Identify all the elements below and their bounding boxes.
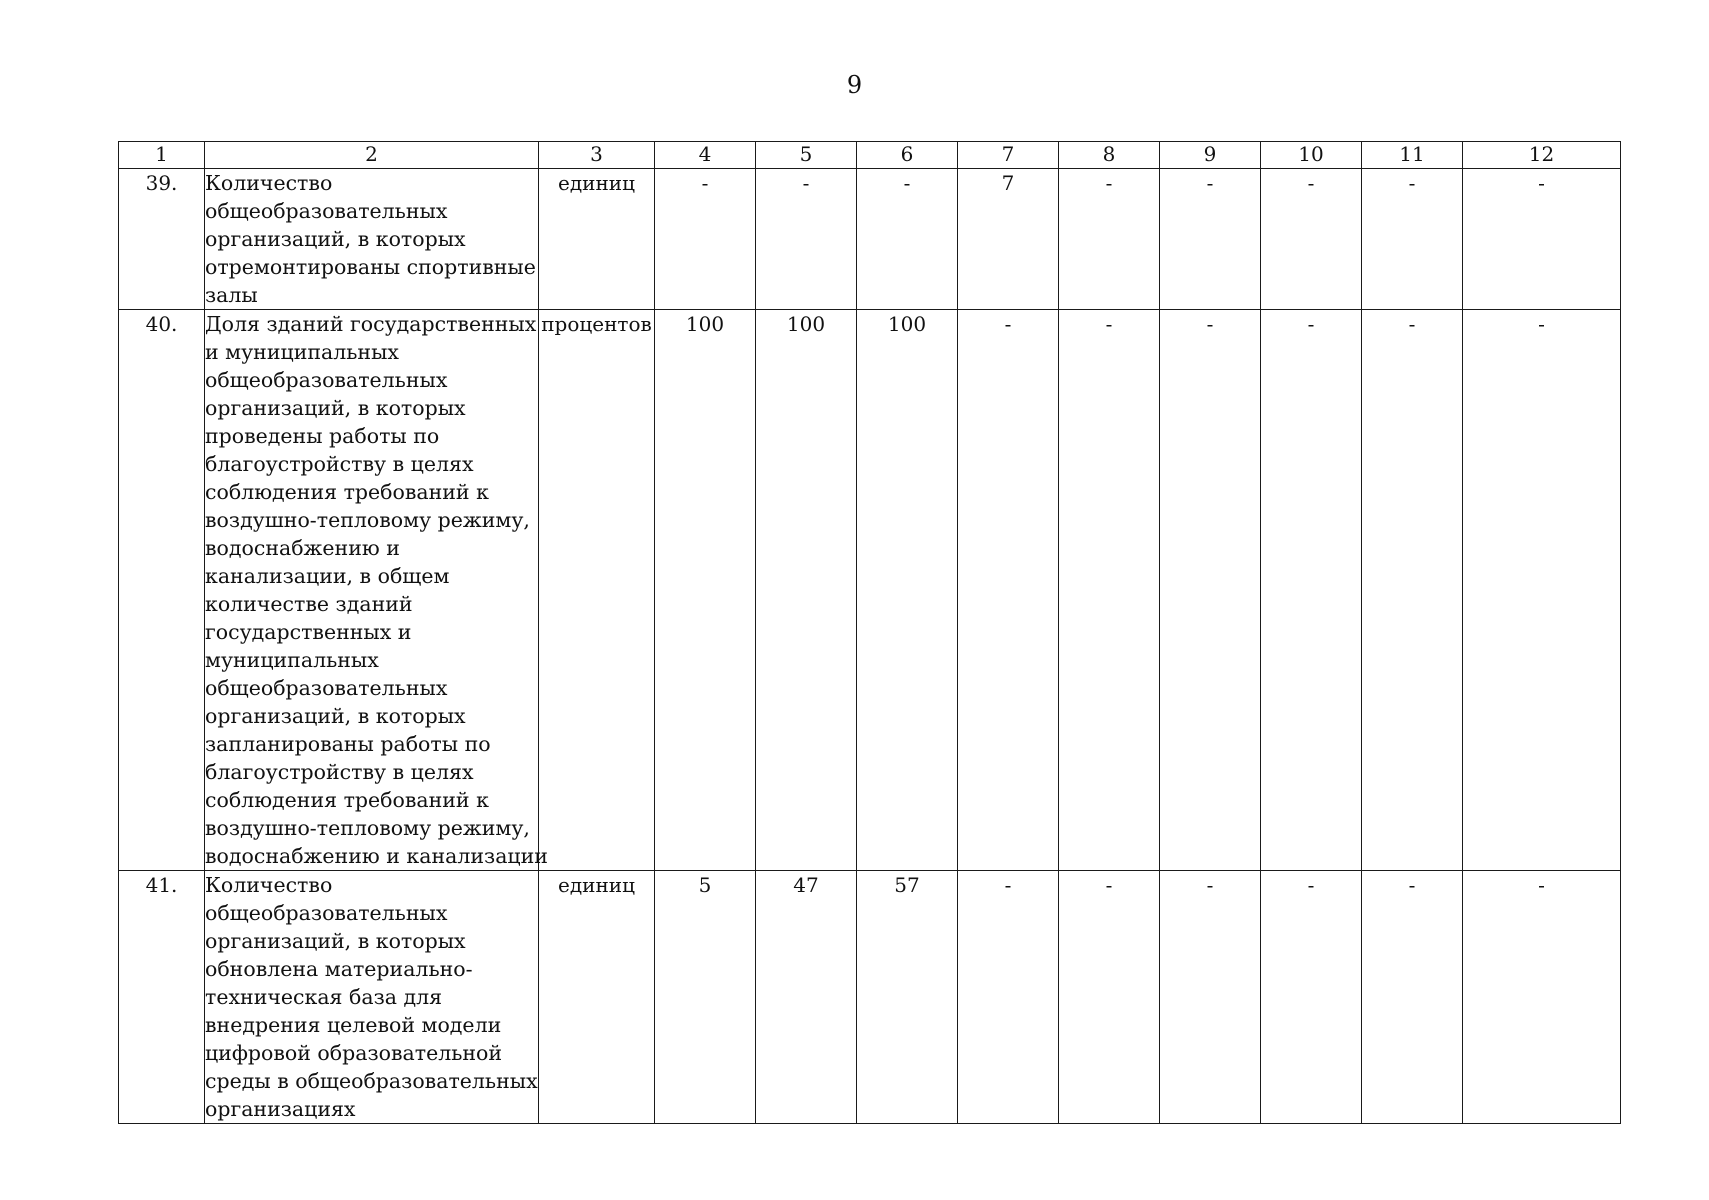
- column-header: 12: [1463, 142, 1621, 169]
- value-cell: 5: [655, 871, 756, 1124]
- indicator-name-line: общеобразовательных: [205, 901, 448, 925]
- indicator-name: [205, 310, 548, 871]
- indicator-name-line: организаций, в которых: [205, 227, 466, 251]
- value-cell: -: [1463, 169, 1621, 310]
- indicator-name-line: проведены работы по: [205, 424, 440, 448]
- column-header: 8: [1059, 142, 1160, 169]
- indicator-name-line: отремонтированы спортивные: [205, 255, 536, 279]
- indicator-name-line: техническая база для: [205, 985, 443, 1009]
- value-cell: -: [1362, 871, 1463, 1124]
- column-header: 4: [655, 142, 756, 169]
- column-header: 5: [756, 142, 857, 169]
- value-cell: -: [1160, 169, 1261, 310]
- value-cell: -: [1261, 871, 1362, 1124]
- indicator-name-line: цифровой образовательной: [205, 1041, 503, 1065]
- table-row: [119, 871, 1621, 1124]
- row-number: 39.: [119, 169, 205, 310]
- value-cell: 7: [958, 169, 1059, 310]
- indicator-name: [205, 871, 539, 1124]
- value-cell: -: [1059, 169, 1160, 310]
- value-cell: 100: [756, 310, 857, 871]
- value-cell: 100: [655, 310, 756, 871]
- table-header-row: [119, 142, 1621, 169]
- indicator-name-line: благоустройству в целях: [205, 760, 474, 784]
- value-cell: -: [1160, 310, 1261, 871]
- indicator-name-line: организаций, в которых: [205, 704, 466, 728]
- indicator-name-line: общеобразовательных: [205, 368, 448, 392]
- value-cell: 100: [857, 310, 958, 871]
- indicator-name-line: запланированы работы по: [205, 732, 491, 756]
- indicator-name-line: Количество: [205, 171, 333, 195]
- indicator-name-line: организаций, в которых: [205, 929, 466, 953]
- indicator-name-line: внедрения целевой модели: [205, 1013, 502, 1037]
- indicator-name-line: соблюдения требований к: [205, 480, 489, 504]
- unit-cell: процентов: [539, 310, 655, 871]
- indicator-name-line: канализации, в общем: [205, 564, 450, 588]
- indicator-name-line: организациях: [205, 1097, 356, 1121]
- value-cell: -: [1261, 310, 1362, 871]
- value-cell: -: [1362, 169, 1463, 310]
- indicator-name-line: соблюдения требований к: [205, 788, 489, 812]
- indicator-name: [205, 169, 539, 310]
- column-header: 1: [119, 142, 205, 169]
- row-number: 41.: [119, 871, 205, 1124]
- indicator-name-line: муниципальных: [205, 648, 379, 672]
- value-cell: -: [756, 169, 857, 310]
- page-number: 9: [846, 71, 863, 99]
- table-row: [119, 169, 1621, 310]
- indicator-name-line: воздушно-тепловому режиму,: [205, 816, 530, 840]
- column-header: 3: [539, 142, 655, 169]
- value-cell: 47: [756, 871, 857, 1124]
- indicator-name-line: среды в общеобразовательных: [205, 1069, 538, 1093]
- indicator-table: [118, 141, 1621, 1124]
- value-cell: -: [1463, 310, 1621, 871]
- column-header: 6: [857, 142, 958, 169]
- indicator-name-line: воздушно-тепловому режиму,: [205, 508, 530, 532]
- indicator-name-line: Доля зданий государственных: [205, 312, 537, 336]
- indicator-name-line: водоснабжению и: [205, 536, 400, 560]
- value-cell: -: [958, 871, 1059, 1124]
- column-header: 7: [958, 142, 1059, 169]
- column-header: 10: [1261, 142, 1362, 169]
- value-cell: -: [655, 169, 756, 310]
- indicator-name-line: благоустройству в целях: [205, 452, 474, 476]
- table-row: [119, 310, 1621, 871]
- column-header: 9: [1160, 142, 1261, 169]
- value-cell: -: [1059, 871, 1160, 1124]
- value-cell: -: [1463, 871, 1621, 1124]
- unit-cell: единиц: [539, 169, 655, 310]
- indicator-name-line: водоснабжению и канализации: [205, 844, 548, 868]
- indicator-name-line: общеобразовательных: [205, 676, 448, 700]
- indicator-name-line: количестве зданий: [205, 592, 413, 616]
- value-cell: -: [1160, 871, 1261, 1124]
- indicator-name-line: залы: [205, 283, 258, 307]
- indicator-name-line: общеобразовательных: [205, 199, 448, 223]
- unit-cell: единиц: [539, 871, 655, 1124]
- indicator-name-line: обновлена материально-: [205, 957, 473, 981]
- indicator-name-line: Количество: [205, 873, 333, 897]
- column-header: 11: [1362, 142, 1463, 169]
- value-cell: -: [1362, 310, 1463, 871]
- row-number: 40.: [119, 310, 205, 871]
- indicator-name-line: государственных и: [205, 620, 412, 644]
- value-cell: -: [958, 310, 1059, 871]
- indicator-name-line: и муниципальных: [205, 340, 399, 364]
- value-cell: -: [857, 169, 958, 310]
- value-cell: -: [1261, 169, 1362, 310]
- value-cell: 57: [857, 871, 958, 1124]
- indicator-name-line: организаций, в которых: [205, 396, 466, 420]
- column-header: 2: [205, 142, 539, 169]
- value-cell: -: [1059, 310, 1160, 871]
